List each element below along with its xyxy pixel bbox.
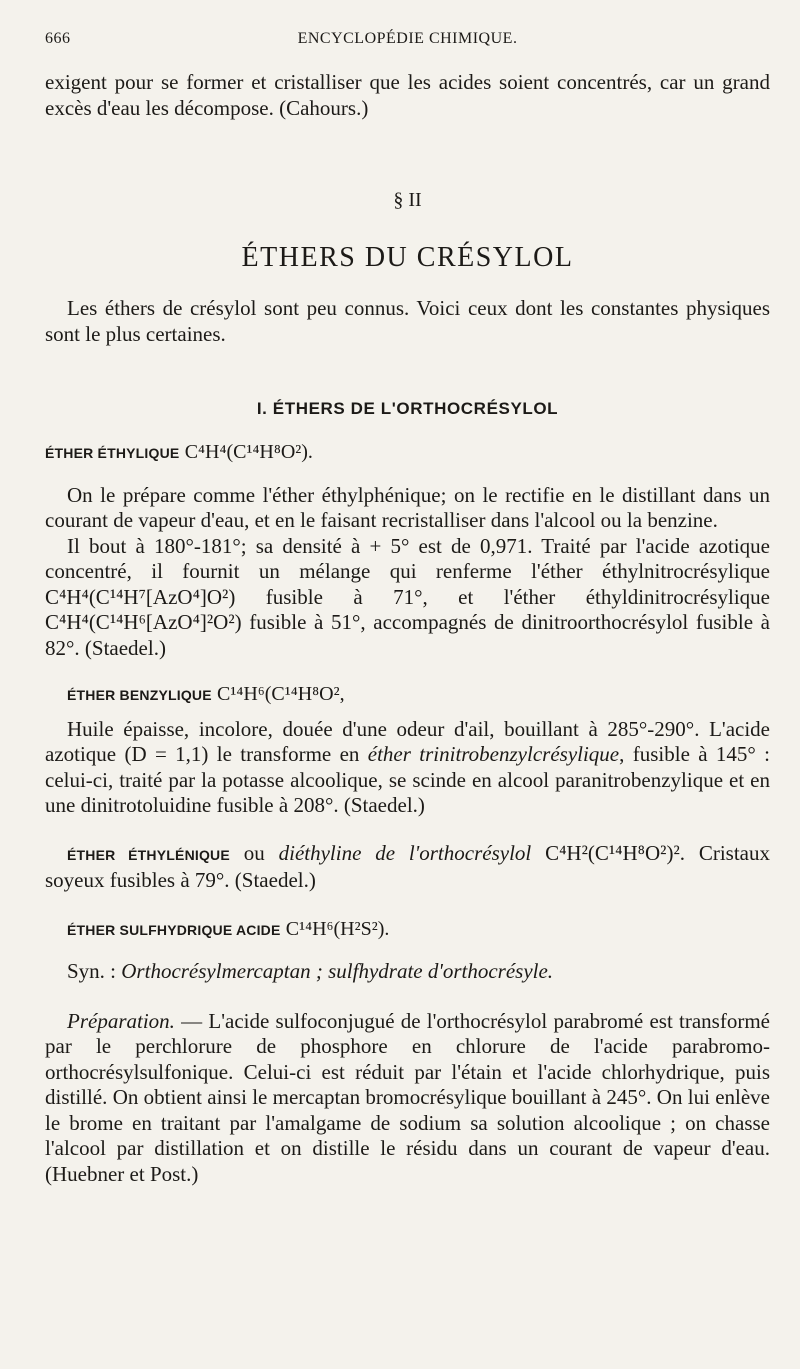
entry-heading (45, 916, 770, 944)
page-number: 666 (45, 30, 71, 47)
entry-paragraph: On le prépare comme l'éther éthylphénique; on le rectifie en le distillant dans un courant de vapeur d'eau, et en le faisant recristalliser dans l'alcool ou la benzine. (45, 482, 770, 532)
entry-formula: C¹⁴H⁶(H²S²). (285, 917, 390, 940)
intro-paragraph: exigent pour se former et cristalliser que les acides soient concentrés, car un grand excès d'eau les décompose. (Cahours.) (45, 70, 770, 120)
entry-sulfhydric (45, 916, 770, 1188)
text-run: — L'acide sulfoconjugué de l'orthocrésylol parabromé est transformé par le perchlorure de phosphore en chlorure de l'acide parabromo-orthocrésylsulfonique. Celui-ci est réduit par l'étain et l'acide chlorhydrique, puis distillé. On obtient ainsi le mercaptan bromocrésylique bouillant à 245°. On lui enlève le brome en traitant par l'amalgame de sodium sa solution alcoolique ; on chasse l'alcool par distillation et on distille le résidu dans un courant de vapeur d'eau. (Huebner et Post.) (45, 1008, 770, 1186)
preparation-paragraph (45, 1009, 770, 1188)
entry-heading (45, 439, 770, 467)
entry-paragraph (45, 841, 770, 894)
entry-head-label: ÉTHER ÉTHYLIQUE (45, 445, 180, 461)
italic-run: Orthocrésylmercaptan ; sulfhydrate d'orthocrésyle. (121, 959, 554, 983)
text-run: ou (229, 840, 279, 865)
entry-benzyl (45, 681, 770, 819)
italic-run: Préparation. (67, 1008, 175, 1033)
entry-ethylenic (45, 841, 770, 894)
entry-formula: C⁴H⁴(C¹⁴H⁸O²). (184, 441, 313, 463)
section-title: ÉTHERS DU CRÉSYLOL (241, 242, 574, 273)
text-run: Huile épaisse, incolore, douée d'une odeur d'ail, bouillant à 285°-290°. L'acide azotique (D = 1,1) le transforme en (45, 716, 770, 766)
entry-head-label: ÉTHER SULFHYDRIQUE ACIDE (67, 921, 281, 938)
entry-formula: C¹⁴H⁶(C¹⁴H⁸O², (217, 683, 345, 705)
page (45, 30, 770, 1187)
synonym-line (45, 959, 770, 985)
text-run: Syn. : (67, 959, 122, 983)
section-lead: Les éthers de crésylol sont peu connus. Voici ceux dont les constantes physiques sont le plus certaines. (45, 296, 770, 346)
entry-head-label: ÉTHER ÉTHYLÉNIQUE (67, 846, 230, 863)
running-header (45, 30, 770, 56)
italic-run: diéthyline de l'orthocrésylol (278, 840, 532, 865)
running-title: ENCYCLOPÉDIE CHIMIQUE. (297, 30, 518, 47)
subsection-title: I. ÉTHERS DE L'ORTHOCRÉSYLOL (256, 399, 559, 418)
entry-paragraph (45, 717, 770, 819)
text-run: C⁴H²(C¹⁴H⁸O²)². Cristaux soyeux fusibles à 79°. (Staedel.) (45, 840, 771, 892)
entry-paragraph: Il bout à 180°-181°; sa densité à + 5° est de 0,971. Traité par l'acide azotique concentré, il fournit un mélange qui renferme l'éther éthylnitrocrésylique C⁴H⁴(C¹⁴H⁷[AzO⁴]O²) fusible à 71°, et l'éther éthyldinitrocrésylique C⁴H⁴(C¹⁴H⁶[AzO⁴]²O²) fusible à 51°, accompagnés de dinitroorthocrésylol fusible à 82°. (Staedel.) (45, 533, 770, 660)
entry-heading (45, 681, 770, 709)
entry-head-label: ÉTHER BENZYLIQUE (67, 687, 212, 703)
italic-run: éther trinitrobenzylcrésylique (367, 742, 620, 766)
section-sign: § II (393, 189, 422, 211)
entry-ethyl (45, 439, 770, 661)
text-run: , fusible à 145° : celui-ci, traité par la potasse alcoolique, se scinde en alcool paranitrobenzylique et en une dinitrotoluidine fusible à 208°. (Staedel.) (45, 742, 771, 817)
